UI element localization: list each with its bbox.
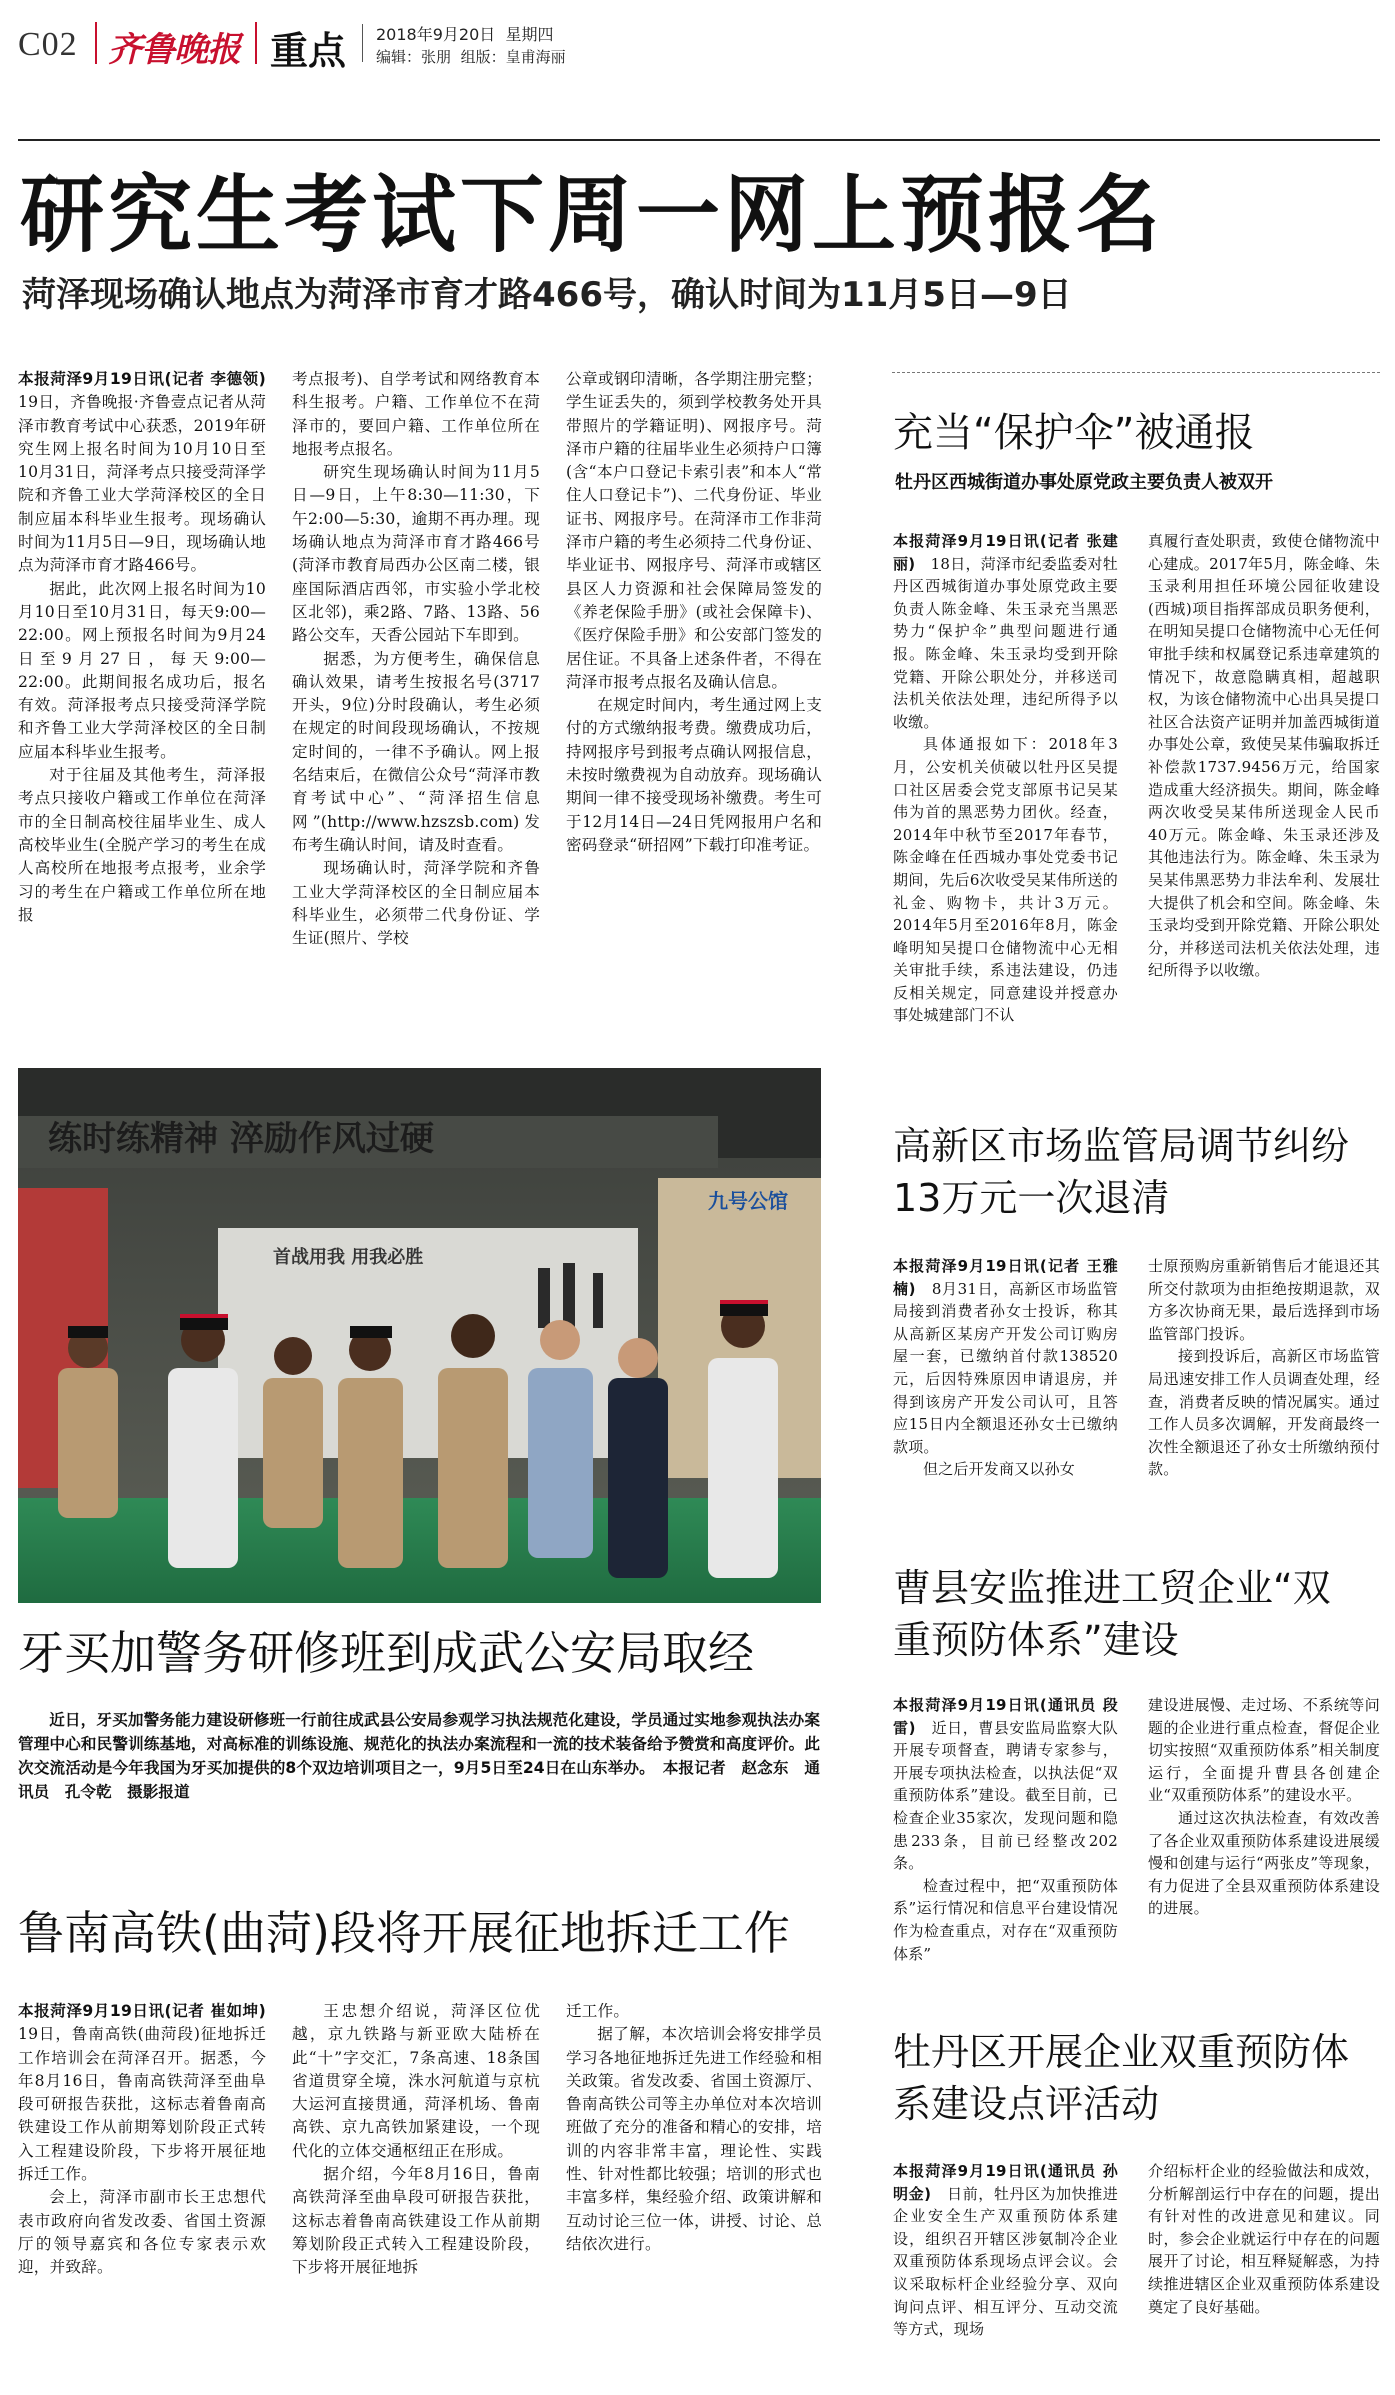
market-headline: 高新区市场监管局调节纠纷13万元一次退清	[893, 1124, 1350, 1220]
protect-col1: 本报菏泽9月19日讯(记者 张建丽) 18日，菏泽市纪委监委对牡丹区西城街道办事处原党政主要负责人陈金峰、朱玉录充当黑恶势力“保护伞”典型问题进行通报。陈金峰、朱玉录均受到开除党籍、开除公职处分，并移送司法机关依法处理，违纪所得予以收缴。 具体通报如下：2018年3月，公安机关侦破以牡丹区吴提口社区居委会党支部原书记吴某伟为首的黑恶势力团伙。经查，2014年中秋节至2017年春节，陈金峰在任西城办事处党委书记期间，先后6次收受吴某伟所送的礼金、购物卡，共计3万元。2014年5月至2016年8月，陈金峰明知吴提口仓储物流中心无相关审批手续，系违法建设，仍违反相关规定，同意建设并授意办事处城建部门不认	[893, 532, 1118, 1025]
main-article-col2: 考点报考)、自学考试和网络教育本科生报考。户籍、工作单位不在菏泽市的，要回户籍、工作单位所在地报考点报名。 研究生现场确认时间为11月5日—9日，上午8:30—11:30，下午2:00—5:30，逾期不再办理。现场确认地点为菏泽市育才路466号(菏泽市教育局西办公区南二楼，银座国际酒店西邻，市实验小学北校区北邻)，乘2路、7路、13路、56路公交车，天香公园站下车即到。 据悉，为方便考生，确保信息确认效果，请考生按报名号(3717开头，9位)分时段确认，考生必须在规定的时间段现场确认，不按规定时间的，一律不予确认。网上报名结束后，在微信公众号“菏泽市教育考试中心”、“菏泽招生信息网”(http://www.hzszsb.com)发布考生确认时间，请及时查看。 现场确认时，菏泽学院和齐鲁工业大学菏泽校区的全日制应届本科毕业生，必须带二代身份证、学生证(照片、学校	[292, 370, 540, 948]
photo-sign-text: 九号公馆	[708, 1189, 788, 1213]
news-photo	[18, 1068, 821, 1603]
jamaica-headline: 牙买加警务研修班到成武公安局取经	[18, 1626, 754, 1680]
railway-lead: 本报菏泽9月19日讯(记者 崔如坤)	[18, 2002, 266, 2020]
caoxian-headline: 曹县安监推进工贸企业“双重预防体系”建设	[893, 1566, 1331, 1662]
main-headline: 研究生考试下周一网上预报名	[20, 166, 1165, 264]
railway-col1: 本报菏泽9月19日讯(记者 崔如坤) 19日，鲁南高铁(曲菏段)征地拆迁工作培训会在菏泽召开。据悉，今年8月16日，鲁南高铁菏泽至曲阜段可研报告获批，这标志着鲁南高铁建设工作从前期筹划阶段正式转入工程建设阶段，下步将开展征地拆迁工作。 会上，菏泽市副市长王忠想代表市政府向省发改委、省国土资源厅的领导嘉宾和各位专家表示欢迎，并致辞。	[18, 2002, 266, 2277]
mudan-headline: 牡丹区开展企业双重预防体系建设点评活动	[893, 2030, 1350, 2126]
main-subheadline: 菏泽现场确认地点为菏泽市育才路466号，确认时间为11月5日—9日	[22, 275, 1072, 315]
main-lead: 本报菏泽9月19日讯(记者 李德领)	[18, 370, 266, 388]
mudan-col2: 介绍标杆企业的经验做法和成效，分析解剖运行中存在的问题，提出有针对性的改进意见和建议。同时，参会企业就运行中存在的问题展开了讨论，相互释疑解惑，为持续推进辖区企业双重预防体系建设奠定了良好基础。	[1148, 2162, 1380, 2316]
jamaica-caption	[18, 1708, 820, 1804]
market-lead: 本报菏泽9月19日讯(记者 王雅楠)	[893, 1257, 1118, 1298]
masthead	[0, 0, 1395, 80]
caoxian-lead: 本报菏泽9月19日讯(通讯员 段雷)	[893, 1696, 1118, 1737]
caoxian-col1: 本报菏泽9月19日讯(通讯员 段雷) 近日，曹县安监局监察大队开展专项督查，聘请专家参与，开展专项执法检查，以执法促“双重预防体系”建设。截至目前，已检查企业35家次，发现问题和隐患233条，目前已经整改202条。 检查过程中，把“双重预防体系”运行情况和信息平台建设情况作为检查重点，对存在“双重预防体系”	[893, 1696, 1118, 1963]
masthead-divider	[95, 22, 97, 64]
main-article-col3: 公章或钢印清晰，各学期注册完整；学生证丢失的，须到学校教务处开具带照片的学籍证明)、网报序号。菏泽市户籍的往届毕业生必须持户口簿(含“本户口登记卡索引表”和本人“常住人口登记卡”)、二代身份证、毕业证书、网报序号。在菏泽市工作非菏泽市户籍的考生必须持二代身份证、毕业证书、网报序号、菏泽市或辖区县区人力资源和社会保障局签发的《养老保险手册》(或社会保障卡)、《医疗保险手册》和公安部门签发的居住证。不具备上述条件者，不得在菏泽市报考点报名及确认信息。 在规定时间内，考生通过网上支付的方式缴纳报考费。缴费成功后，持网报序号到报考点确认网报信息，未按时缴费视为自动放弃。现场确认期间一律不接受现场补缴费。考生可于12月14日—24日凭网报用户名和密码登录“研招网”下载打印准考证。	[566, 370, 822, 854]
mudan-col1: 本报菏泽9月19日讯(通讯员 孙明金) 日前，牡丹区为加快推进企业安全生产双重预防体系建设，组织召开辖区涉氨制冷企业双重预防体系现场点评会议。会议采取标杆企业经验分享、双向询问点评、相互评分、互动交流等方式，现场	[893, 2162, 1119, 2339]
jamaica-credit: 本报记者 赵念东 通讯员 孔令乾 摄影报道	[18, 1759, 820, 1801]
section-label: 重点	[270, 29, 347, 73]
mudan-lead: 本报菏泽9月19日讯(通讯员 孙明金)	[893, 2162, 1118, 2203]
right-col-dashed-rule	[892, 372, 1380, 373]
editor-credits	[376, 46, 566, 67]
railway-headline: 鲁南高铁(曲菏)段将开展征地拆迁工作	[18, 1906, 790, 1960]
railway-col3: 迁工作。 据了解，本次培训会将安排学员学习各地征地拆迁先进工作经验和相关政策。省发改委、省国土资源厅、鲁南高铁公司等主办单位对本次培训班做了充分的准备和精心的安排，培训的内容非常丰富，理论性、实践性、针对性都比较强；培训的形式也丰富多样，集经验介绍、政策讲解和互动讨论三位一体，讲授、讨论、总结依次进行。	[566, 2002, 822, 2253]
protect-headline: 充当“保护伞”被通报	[893, 410, 1255, 456]
weekday: 星期四	[505, 25, 554, 44]
market-col1: 本报菏泽9月19日讯(记者 王雅楠) 8月31日，高新区市场监管局接到消费者孙女士投诉，称其从高新区某房产开发公司订购房屋一套，已缴纳首付款138520元，后因特殊原因申请退房，并得到该房产开发公司认可，且答应15日内全额退还孙女士已缴纳款项。 但之后开发商又以孙女	[893, 1257, 1119, 1479]
protect-lead: 本报菏泽9月19日讯(记者 张建丽)	[893, 532, 1118, 573]
masthead-divider-2	[255, 22, 257, 64]
photo-wall-text: 首战用我 用我必胜	[273, 1247, 424, 1268]
page-number: C02	[18, 26, 78, 63]
market-col2: 士原预购房重新销售后才能退还其所交付款项为由拒绝按期退款，双方多次协商无果，最后选择到市场监管部门投诉。 接到投诉后，高新区市场监管局迅速安排工作人员调查处理，经查，消费者反映的情况属实。通过工作人员多次调解，开发商最终一次性全额退还了孙女士所缴纳预付款。	[1148, 1257, 1380, 1479]
railway-col2: 王忠想介绍说，菏泽区位优越，京九铁路与新亚欧大陆桥在此“十”字交汇，7条高速、18条国省道贯穿全境，洙水河航道与京杭大运河直接贯通，菏泽机场、鲁南高铁、京九高铁加紧建设，一个现代化的立体交通枢纽正在形成。 据介绍，今年8月16日，鲁南高铁菏泽至曲阜段可研报告获批，这标志着鲁南高铁建设工作从前期筹划阶段正式转入工程建设阶段，下步将开展征地拆	[292, 2002, 540, 2277]
protect-col2: 真履行查处职责，致使仓储物流中心建成。2017年5月，陈金峰、朱玉录利用担任环境公园征收建设(西城)项目指挥部成员职务便利，在明知吴提口仓储物流中心无任何审批手续和权属登记系违章建筑的情况下，故意隐瞒真相，超越职权，为该仓储物流中心出具吴提口社区合法资产证明并加盖西城街道办事处公章，致使吴某伟骗取拆迁补偿款1737.9456万元，给国家造成重大经济损失。期间，陈金峰两次收受吴某伟所送现金人民币40万元。陈金峰、朱玉录还涉及其他违法行为。陈金峰、朱玉录为吴某伟黑恶势力非法牟利、发展壮大提供了机会和空间。陈金峰、朱玉录均受到开除党籍、开除公职处分，并移送司法机关依法处理，违纪所得予以收缴。	[1148, 532, 1380, 980]
paper-logo: 齐鲁晚报	[108, 30, 240, 70]
caoxian-col2: 建设进展慢、走过场、不系统等问题的企业进行重点检查，督促企业切实按照“双重预防体系”相关制度运行，全面提升曹县各创建企业“双重预防体系”的建设水平。 通过这次执法检查，有效改善了各企业双重预防体系建设进展缓慢和创建与运行“两张皮”等现象，有力促进了全县双重预防体系建设的进展。	[1148, 1696, 1380, 1918]
protect-subheadline: 牡丹区西城街道办事处原党政主要负责人被双开	[895, 472, 1273, 493]
layout-editor: 组版：皇甫海丽	[460, 48, 566, 66]
editor: 编辑：张朋	[376, 48, 452, 66]
date: 2018年9月20日	[376, 25, 496, 44]
photo-banner-text: 练时练精神 淬励作风过硬	[48, 1119, 434, 1159]
main-article-col1: 本报菏泽9月19日讯(记者 李德领) 19日，齐鲁晚报·齐鲁壹点记者从菏泽市教育考试中心获悉，2019年研究生网上报名时间为10月10日至10月31日，菏泽考点只接受菏泽学院和齐鲁工业大学菏泽校区的全日制应届本科毕业生报考。现场确认时间为11月5日—9日，现场确认地点为菏泽市育才路466号。 据此，此次网上报名时间为10月10日至10月31日，每天9:00—22:00。网上预报名时间为9月24日至9月27日，每天9:00—22:00。此期间报名成功后，报名有效。菏泽报考点只接受菏泽学院和齐鲁工业大学菏泽校区的全日制应届本科毕业生报考。 对于往届及其他考生，菏泽报考点只接收户籍或工作单位在菏泽市的全日制高校往届毕业生、成人高校毕业生(全脱产学习的考生在成人高校所在地报考点报考，业余学习的考生在户籍或工作单位所在地报	[18, 370, 266, 924]
issue-date	[376, 22, 553, 45]
police-training-photo	[18, 1068, 821, 1603]
top-rule	[18, 139, 1380, 141]
jamaica-body: 近日，牙买加警务能力建设研修班一行前往成武县公安局参观学习执法规范化建设，学员通过实地参观执法办案管理中心和民警训练基地，对高标准的训练设施、规范化的执法办案流程和一流的技术装备给予赞赏和高度评价。此次交流活动是今年我国为牙买加提供的8个双边培训项目之一，9月5日至24日在山东举办。	[18, 1711, 820, 1777]
masthead-divider-3	[362, 24, 363, 62]
